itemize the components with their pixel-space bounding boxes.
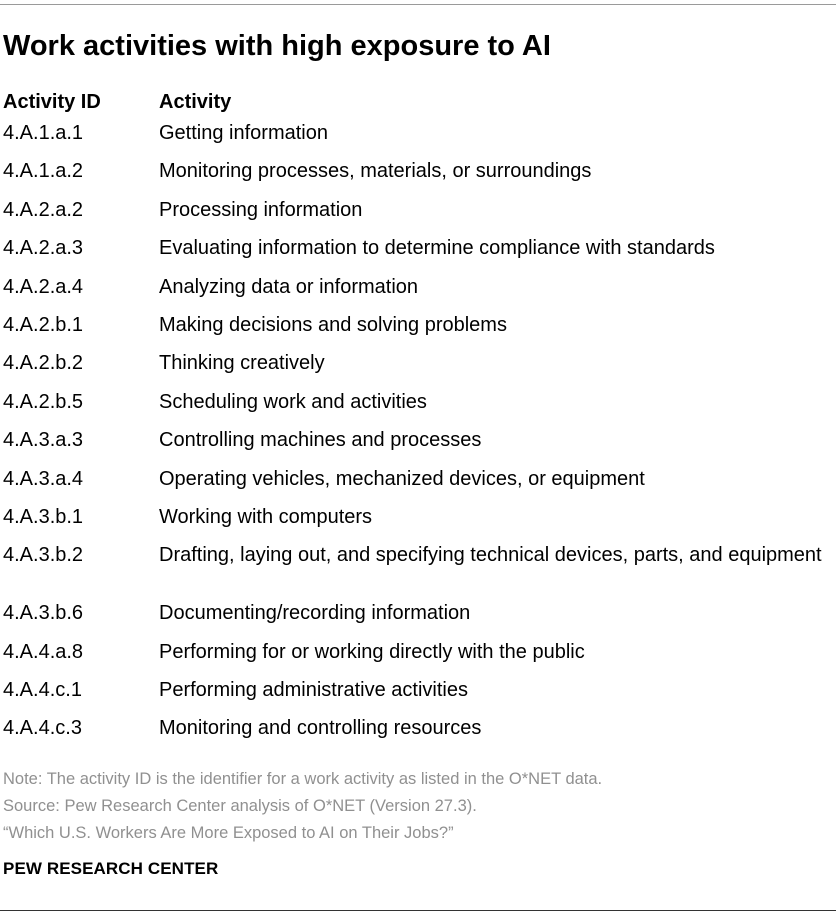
activity-id-cell: 4.A.2.a.2 (3, 198, 84, 221)
activity-cell: Documenting/recording information (159, 602, 471, 625)
activity-id-cell: 4.A.4.c.1 (3, 679, 82, 702)
activity-id-cell: 4.A.1.a.1 (3, 122, 84, 144)
table-row (3, 156, 836, 194)
table-row (3, 502, 836, 540)
table-row (3, 310, 836, 348)
activity-cell: Working with computers (159, 505, 373, 528)
column-header-activity-id: Activity ID (3, 91, 101, 113)
footnotes (3, 766, 833, 847)
table-row (3, 425, 836, 463)
table-row (3, 464, 836, 502)
table-row (3, 540, 836, 598)
table-header-row (3, 86, 836, 118)
activity-cell: Drafting, laying out, and specifying technical devices, parts, and equipment (159, 544, 822, 567)
activity-id-cell: 4.A.2.b.5 (3, 390, 84, 413)
table-row (3, 272, 836, 310)
page-title: Work activities with high exposure to AI (3, 30, 551, 62)
activity-cell: Processing information (159, 198, 363, 221)
activity-cell: Operating vehicles, mechanized devices, or equipment (159, 467, 645, 490)
activity-cell: Monitoring and controlling resources (159, 717, 482, 740)
activity-id-cell: 4.A.3.b.1 (3, 505, 84, 528)
activity-cell: Performing administrative activities (159, 679, 468, 702)
activity-cell: Getting information (159, 122, 328, 144)
table-row (3, 598, 836, 636)
activity-id-cell: 4.A.3.b.6 (3, 602, 84, 625)
activity-id-cell: 4.A.4.c.3 (3, 717, 82, 740)
activity-cell: Making decisions and solving problems (159, 313, 507, 336)
table-row (3, 713, 836, 751)
note-text: Note: The activity ID is the identifier for a work activity as listed in the O*NET data. (3, 770, 603, 788)
activities-table (3, 86, 836, 752)
bottom-divider (0, 910, 836, 911)
top-divider (0, 4, 836, 5)
activity-id-cell: 4.A.3.b.2 (3, 544, 84, 567)
activity-cell: Performing for or working directly with the public (159, 640, 585, 663)
activity-id-cell: 4.A.4.a.8 (3, 640, 84, 663)
table-row (3, 387, 836, 425)
activity-cell: Scheduling work and activities (159, 390, 427, 413)
activity-cell: Evaluating information to determine compliance with standards (159, 237, 715, 260)
source-text: Source: Pew Research Center analysis of O*NET (Version 27.3). (3, 797, 477, 815)
brand-label: PEW RESEARCH CENTER (3, 859, 219, 878)
table-row (3, 118, 836, 156)
activity-id-cell: 4.A.1.a.2 (3, 160, 84, 183)
activity-id-cell: 4.A.2.a.3 (3, 237, 84, 260)
table-row (3, 348, 836, 386)
activity-cell: Thinking creatively (159, 352, 325, 375)
table-row (3, 675, 836, 713)
table-row (3, 637, 836, 675)
activity-cell: Monitoring processes, materials, or surroundings (159, 160, 592, 183)
report-title-text: “Which U.S. Workers Are More Exposed to AI on Their Jobs?” (3, 824, 454, 842)
activity-id-cell: 4.A.2.b.1 (3, 313, 84, 336)
activity-id-cell: 4.A.3.a.4 (3, 467, 84, 490)
table-row (3, 195, 836, 233)
column-header-activity: Activity (159, 91, 232, 113)
activity-cell: Controlling machines and processes (159, 429, 482, 452)
activity-id-cell: 4.A.3.a.3 (3, 429, 84, 452)
activity-id-cell: 4.A.2.a.4 (3, 275, 84, 298)
activity-cell: Analyzing data or information (159, 275, 419, 298)
table-row (3, 233, 836, 271)
activity-id-cell: 4.A.2.b.2 (3, 352, 84, 375)
